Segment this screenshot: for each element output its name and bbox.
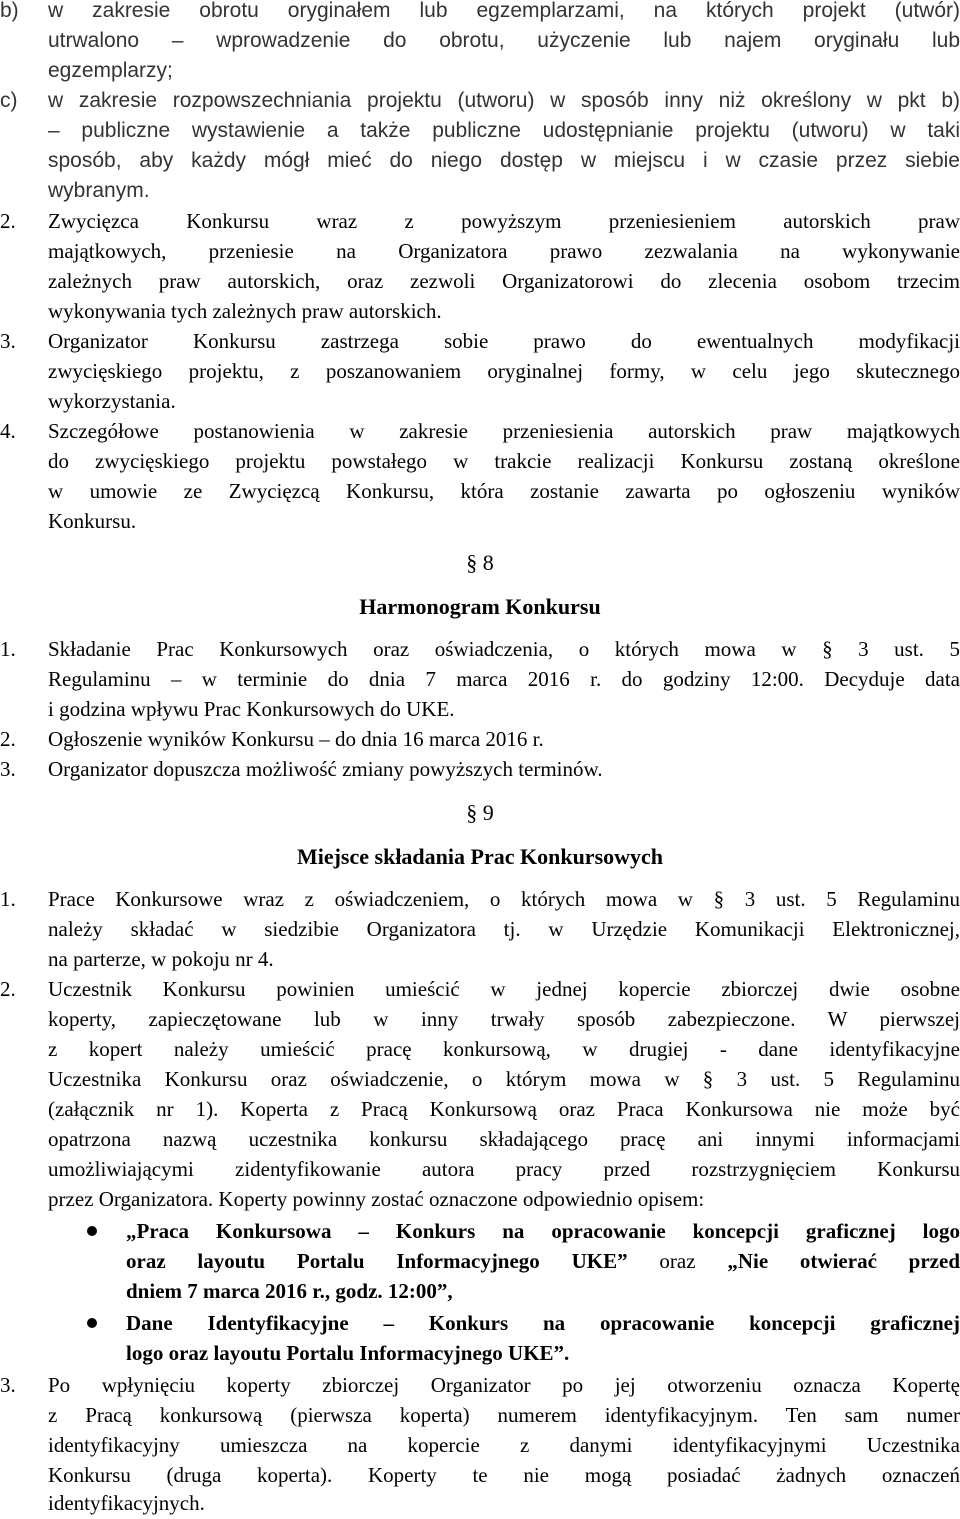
bullet-icon (82, 1221, 102, 1241)
text-line: Ogłoszenie wyników Konkursu – do dnia 16 marca 2016 r. (48, 727, 544, 751)
bullet-icon (82, 1313, 102, 1333)
text-line: wykonywania tych zależnych praw autorskich. (48, 299, 442, 323)
text-line: Składanie Prac Konkursowych oraz oświadczenia, o których mowa w § 3 ust. 5 (48, 637, 960, 661)
text-line: w zakresie rozpowszechniania projektu (utworu) w sposób inny niż określony w pkt b) (48, 89, 960, 112)
text-line: logo oraz layoutu Portalu Informacyjnego UKE”. (126, 1341, 570, 1365)
text-line: Konkursu. (48, 509, 137, 533)
paragraph-number: 2. (0, 727, 16, 751)
text-line-mixed (126, 1246, 960, 1276)
text-line: zależnych praw autorskich, oraz zezwoli Organizatorowi do zlecenia osobom trzecim (48, 269, 960, 293)
text-line: Organizator dopuszcza możliwość zmiany powyższych terminów. (48, 757, 603, 781)
section-title: Miejsce składania Prac Konkursowych (296, 844, 664, 869)
text-line: Prace Konkursowe wraz z oświadczeniem, o których mowa w § 3 ust. 5 Regulaminu (48, 887, 960, 911)
text-line: Uczestnika Konkursu oraz oświadczenie, o którym mowa w § 3 ust. 5 Regulaminu (48, 1067, 960, 1091)
text-line: zwycięskiego projektu, z poszanowaniem oryginalnej formy, w celu jego skutecznego (48, 359, 960, 383)
text-line: wykorzystania. (48, 389, 176, 413)
text-line: majątkowych, przeniesie na Organizatora prawo zezwalania na wykonywanie (48, 239, 960, 263)
list-marker-c: c) (0, 89, 18, 112)
text-line: Po wpłynięciu koperty zbiorczej Organizator po jej otworzeniu oznacza Kopertę (48, 1373, 960, 1397)
text-line: Konkursu (druga koperta). Koperty te nie mogą posiadać żadnych oznaczeń (48, 1463, 960, 1487)
paragraph-number: 2. (0, 977, 16, 1001)
text-line: Dane Identyfikacyjne – Konkurs na opracowanie koncepcji graficznej (126, 1311, 960, 1335)
paragraph-number: 2. (0, 209, 16, 233)
paragraph-number: 1. (0, 887, 16, 911)
text-line: Szczegółowe postanowienia w zakresie przeniesienia autorskich praw majątkowych (48, 419, 960, 443)
text-line: sposób, aby każdy mógł mieć do niego dostęp w miejscu i w czasie przez siebie (48, 149, 960, 172)
text-line: koperty, zapieczętowane lub w inny trwały sposób zabezpieczone. W pierwszej (48, 1007, 960, 1031)
text-line: przez Organizatora. Koperty powinny zostać oznaczone odpowiednio opisem: (48, 1187, 705, 1211)
text-line: egzemplarzy; (48, 59, 173, 82)
text-line: na parterze, w pokoju nr 4. (48, 947, 274, 971)
text-line: „Praca Konkursowa – Konkurs na opracowanie koncepcji graficznej logo (126, 1219, 960, 1243)
section-title: Harmonogram Konkursu (359, 594, 601, 619)
section-symbol: § 8 (466, 550, 494, 575)
bold-span: „Nie otwierać przed (727, 1249, 960, 1273)
plain-span: oraz (627, 1249, 728, 1273)
text-line: Uczestnik Konkursu powinien umieścić w jednej kopercie zbiorczej dwie osobne (48, 977, 960, 1001)
list-marker-b: b) (0, 0, 19, 22)
section-symbol: § 9 (466, 800, 494, 825)
text-line: umożliwiającymi zidentyfikowanie autora pracy przed rozstrzygnięciem Konkursu (48, 1157, 960, 1181)
text-line: identyfikacyjnych. (48, 1491, 205, 1515)
paragraph-number: 3. (0, 757, 16, 781)
paragraph-number: 3. (0, 1373, 16, 1397)
paragraph-number: 3. (0, 329, 16, 353)
text-line: Zwycięzca Konkursu wraz z powyższym przeniesieniem autorskich praw (48, 209, 960, 233)
text-line: utrwalono – wprowadzenie do obrotu, użyczenie lub najem oryginału lub (48, 29, 960, 52)
bold-span: oraz layoutu Portalu Informacyjnego UKE” (126, 1249, 628, 1273)
text-line: (załącznik nr 1). Koperta z Pracą Konkursową oraz Praca Konkursowa nie może być (48, 1097, 960, 1121)
text-line: z Pracą konkursową (pierwsza koperta) numerem identyfikacyjnym. Ten sam numer (48, 1403, 960, 1427)
paragraph-number: 4. (0, 419, 16, 443)
text-line: w umowie ze Zwycięzcą Konkursu, która zostanie zawarta po ogłoszeniu wyników (48, 479, 960, 503)
text-line: należy składać w siedzibie Organizatora tj. w Urzędzie Komunikacji Elektronicznej, (48, 917, 960, 941)
text-line: do zwycięskiego projektu powstałego w trakcie realizacji Konkursu zostaną określone (48, 449, 960, 473)
text-line: dniem 7 marca 2016 r., godz. 12:00”, (126, 1279, 453, 1303)
text-line: opatrzona nazwą uczestnika konkursu składającego pracę ani innymi informacjami (48, 1127, 960, 1151)
text-line: w zakresie obrotu oryginałem lub egzemplarzami, na których projekt (utwór) (48, 0, 960, 22)
text-line: wybranym. (48, 179, 150, 202)
text-line: – publiczne wystawienie a także publiczne udostępnianie projektu (utworu) w taki (48, 119, 960, 142)
text-line: Regulaminu – w terminie do dnia 7 marca 2016 r. do godziny 12:00. Decyduje data (48, 667, 960, 691)
paragraph-number: 1. (0, 637, 16, 661)
text-line: i godzina wpływu Prac Konkursowych do UKE. (48, 697, 455, 721)
text-line: z kopert należy umieścić pracę konkursową, w drugiej - dane identyfikacyjne (48, 1037, 960, 1061)
text-line: identyfikacyjny umieszcza na kopercie z danymi identyfikacyjnymi Uczestnika (48, 1433, 960, 1457)
text-line: Organizator Konkursu zastrzega sobie prawo do ewentualnych modyfikacji (48, 329, 960, 353)
